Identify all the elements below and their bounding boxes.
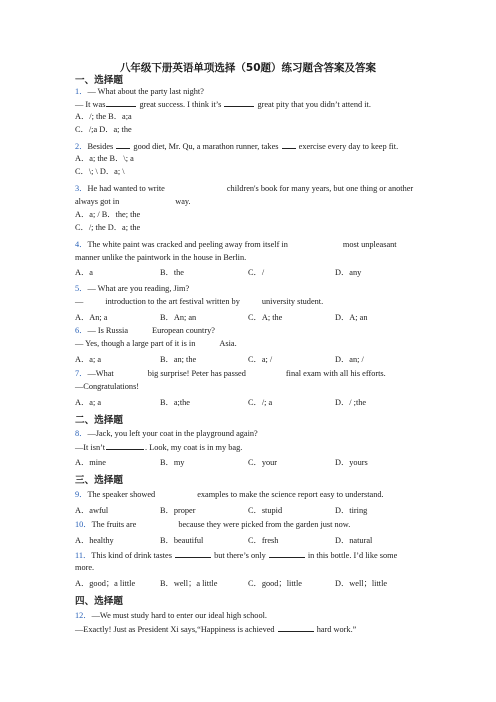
q10-option-d: D．natural xyxy=(335,536,373,545)
q9-option-b: B．proper xyxy=(160,506,196,515)
q9-option-d: D．tiring xyxy=(335,506,368,515)
q6-option-b: B．an; the xyxy=(160,355,197,364)
q4-option-b: B．the xyxy=(160,268,184,277)
q4-option-d: D．any xyxy=(335,268,362,277)
section-heading: 二、选择题 xyxy=(75,415,123,426)
question-8-line-2: —It isn’t . Look, my coat is in my bag. xyxy=(75,443,243,452)
q4-option-c: C．/ xyxy=(248,268,265,277)
question-5-line-2: — introduction to the art festival written by university student. xyxy=(75,297,324,306)
q6-option-a: A．a; a xyxy=(75,355,102,364)
q7-option-c: C．/; a xyxy=(248,398,273,407)
question-5-line-1: 5．— What are you reading, Jim? xyxy=(75,284,190,293)
q11-option-c: C．good；little xyxy=(248,579,302,588)
question-2-line-1: 2．Besides good diet, Mr. Qu, a marathon runner, takes exercise every day to keep fit. xyxy=(75,142,399,151)
question-3-options-2: C．/; the D．a; the xyxy=(75,223,141,232)
document-title: 八年级下册英语单项选择（50题）练习题含答案及答案 xyxy=(119,62,377,74)
q11-option-d: D．well；little xyxy=(335,579,388,588)
question-2-options-2: C．\; \ D．a; \ xyxy=(75,167,125,176)
q5-option-b: B．An; an xyxy=(160,313,197,322)
question-12-line-2: —Exactly! Just as President Xi says,“Happiness is achieved hard work.” xyxy=(75,625,357,634)
q7-option-b: B．a;the xyxy=(160,398,190,407)
q8-option-b: B．my xyxy=(160,458,185,467)
q10-option-a: A．healthy xyxy=(75,536,114,545)
q10-option-c: C．fresh xyxy=(248,536,279,545)
question-9-line-1: 9．The speaker showed examples to make the science report easy to understand. xyxy=(75,490,384,499)
question-1-options-2: C．/;a D．a; the xyxy=(75,125,132,134)
section-heading: 三、选择题 xyxy=(75,475,123,486)
q5-option-c: C．A; the xyxy=(248,313,283,322)
q9-option-c: C．stupid xyxy=(248,506,283,515)
question-3-line-2: always got in way. xyxy=(75,197,191,206)
question-6-line-1: 6．— Is Russia European country? xyxy=(75,326,215,335)
question-4-line-1: 4．The white paint was cracked and peeling away from itself in most unpleasant xyxy=(75,240,397,249)
question-4-line-2: manner unlike the paintwork in the house in Berlin. xyxy=(75,253,247,262)
question-3-line-1: 3．He had wanted to write children's book for many years, but one thing or another xyxy=(75,184,414,193)
question-3-options-1: A．a; / B．the; the xyxy=(75,210,141,219)
question-1-line-1: 1．— What about the party last night? xyxy=(75,87,204,96)
q8-option-a: A．mine xyxy=(75,458,106,467)
question-8-line-1: 8．—Jack, you left your coat in the playground again? xyxy=(75,429,258,438)
question-7-line-1: 7．—What big surprise! Peter has passed final exam with all his efforts. xyxy=(75,369,386,378)
q9-option-a: A．awful xyxy=(75,506,109,515)
section-heading: 一、选择题 xyxy=(75,75,123,86)
question-1-line-2: — It was great success. I think it’s great pity that you didn’t attend it. xyxy=(75,100,371,109)
question-1-options-1: A．/; the B．a;a xyxy=(75,112,132,121)
q8-option-d: D．yours xyxy=(335,458,368,467)
q8-option-c: C．your xyxy=(248,458,278,467)
q6-option-d: D．an; / xyxy=(335,355,364,364)
q6-option-c: C．a; / xyxy=(248,355,273,364)
q11-option-b: B．well；a little xyxy=(160,579,218,588)
q4-option-a: A．a xyxy=(75,268,93,277)
section-heading: 四、选择题 xyxy=(75,596,123,607)
q7-option-d: D．/ ;the xyxy=(335,398,367,407)
question-10-line-1: 10．The fruits are because they were picked from the garden just now. xyxy=(75,520,351,529)
question-2-options-1: A．a; the B．\; a xyxy=(75,154,134,163)
question-12-line-1: 12．—We must study hard to enter our ideal high school. xyxy=(75,611,267,620)
question-number: 1． xyxy=(75,87,88,96)
q10-option-b: B．beautiful xyxy=(160,536,204,545)
question-11-line-2: more. xyxy=(75,563,95,572)
q11-option-a: A．good；a little xyxy=(75,579,136,588)
q5-option-d: D．A; an xyxy=(335,313,368,322)
q5-option-a: A．An; a xyxy=(75,313,108,322)
q7-option-a: A．a; a xyxy=(75,398,102,407)
question-7-line-2: —Congratulations! xyxy=(75,382,140,391)
question-11-line-1: 11．This kind of drink tastes but there’s only in this bottle. I’d like some xyxy=(75,551,398,560)
question-6-line-2: — Yes, though a large part of it is in Asia. xyxy=(75,339,237,348)
